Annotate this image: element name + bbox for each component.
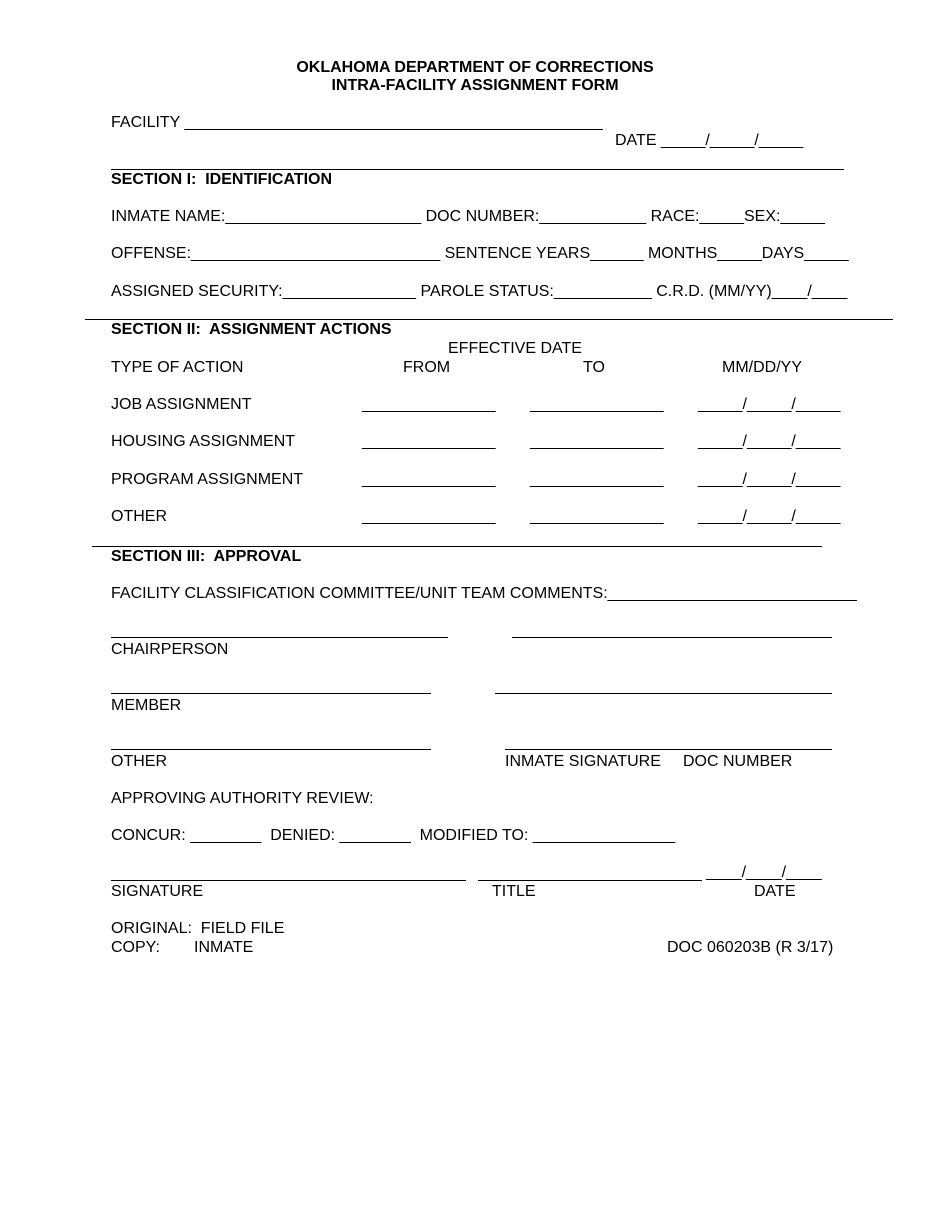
action-row-label: PROGRAM ASSIGNMENT bbox=[111, 471, 304, 488]
doc-number-label: DOC NUMBER bbox=[683, 753, 793, 770]
identification-row-name[interactable]: INMATE NAME:______________________ DOC NUMBER:____________ RACE:_____SEX:_____ bbox=[111, 208, 825, 225]
concur-denied-modified-field[interactable]: CONCUR: ________ DENIED: ________ MODIFIED TO: ________________ bbox=[111, 827, 676, 844]
signature-label: SIGNATURE bbox=[111, 883, 204, 900]
from-field[interactable]: _______________ bbox=[362, 508, 496, 525]
form-number: DOC 060203B (R 3/17) bbox=[667, 939, 834, 956]
inmate-signature-label: INMATE SIGNATURE bbox=[505, 753, 661, 770]
section1-title: SECTION I: IDENTIFICATION bbox=[111, 171, 333, 188]
mmddyy-header: MM/DD/YY bbox=[722, 359, 802, 376]
approving-authority-label: APPROVING AUTHORITY REVIEW: bbox=[111, 790, 374, 807]
signature-line[interactable] bbox=[512, 637, 832, 638]
action-date-field[interactable]: _____/_____/_____ bbox=[698, 396, 841, 413]
from-header: FROM bbox=[403, 359, 451, 376]
form-agency-title: OKLAHOMA DEPARTMENT OF CORRECTIONS bbox=[296, 59, 654, 76]
effective-date-header: EFFECTIVE DATE bbox=[448, 340, 582, 357]
title-line[interactable] bbox=[478, 880, 702, 881]
divider bbox=[111, 169, 844, 170]
action-date-field[interactable]: _____/_____/_____ bbox=[698, 433, 841, 450]
facility-field[interactable]: FACILITY _______________________________________________ bbox=[111, 114, 603, 131]
section2-title: SECTION II: ASSIGNMENT ACTIONS bbox=[111, 321, 392, 338]
type-of-action-header: TYPE OF ACTION bbox=[111, 359, 244, 376]
action-row-label: OTHER bbox=[111, 508, 167, 525]
action-row-label: JOB ASSIGNMENT bbox=[111, 396, 252, 413]
other-label: OTHER bbox=[111, 753, 167, 770]
from-field[interactable]: _______________ bbox=[362, 396, 496, 413]
to-field[interactable]: _______________ bbox=[530, 433, 664, 450]
identification-row-offense[interactable]: OFFENSE:____________________________ SENTENCE YEARS______ MONTHS_____DAYS_____ bbox=[111, 245, 849, 262]
divider bbox=[92, 546, 822, 547]
distribution-original: ORIGINAL: FIELD FILE bbox=[111, 920, 285, 937]
to-field[interactable]: _______________ bbox=[530, 508, 664, 525]
action-date-field[interactable]: _____/_____/_____ bbox=[698, 471, 841, 488]
authority-date-field[interactable]: ____/____/____ bbox=[706, 864, 822, 881]
divider bbox=[85, 319, 893, 320]
comments-field[interactable]: FACILITY CLASSIFICATION COMMITTEE/UNIT TEAM COMMENTS:____________________________ bbox=[111, 585, 857, 602]
date-field[interactable]: DATE _____/_____/_____ bbox=[615, 132, 804, 149]
inmate-signature-line[interactable] bbox=[505, 749, 832, 750]
distribution-copy-value: INMATE bbox=[194, 939, 254, 956]
action-date-field[interactable]: _____/_____/_____ bbox=[698, 508, 841, 525]
action-row-label: HOUSING ASSIGNMENT bbox=[111, 433, 296, 450]
from-field[interactable]: _______________ bbox=[362, 433, 496, 450]
chairperson-signature-line[interactable] bbox=[111, 637, 448, 638]
to-field[interactable]: _______________ bbox=[530, 471, 664, 488]
member-signature-line[interactable] bbox=[111, 693, 431, 694]
form-title: INTRA-FACILITY ASSIGNMENT FORM bbox=[331, 77, 619, 94]
distribution-copy-label: COPY: bbox=[111, 939, 160, 956]
from-field[interactable]: _______________ bbox=[362, 471, 496, 488]
to-header: TO bbox=[583, 359, 605, 376]
section3-title: SECTION III: APPROVAL bbox=[111, 548, 302, 565]
title-label: TITLE bbox=[492, 883, 536, 900]
identification-row-security[interactable]: ASSIGNED SECURITY:_______________ PAROLE STATUS:___________ C.R.D. (MM/YY)____/____ bbox=[111, 283, 848, 300]
date-label: DATE bbox=[754, 883, 796, 900]
signature-line[interactable] bbox=[495, 693, 832, 694]
other-signature-line[interactable] bbox=[111, 749, 431, 750]
member-label: MEMBER bbox=[111, 697, 182, 714]
chairperson-label: CHAIRPERSON bbox=[111, 641, 229, 658]
to-field[interactable]: _______________ bbox=[530, 396, 664, 413]
authority-signature-line[interactable] bbox=[111, 880, 466, 881]
